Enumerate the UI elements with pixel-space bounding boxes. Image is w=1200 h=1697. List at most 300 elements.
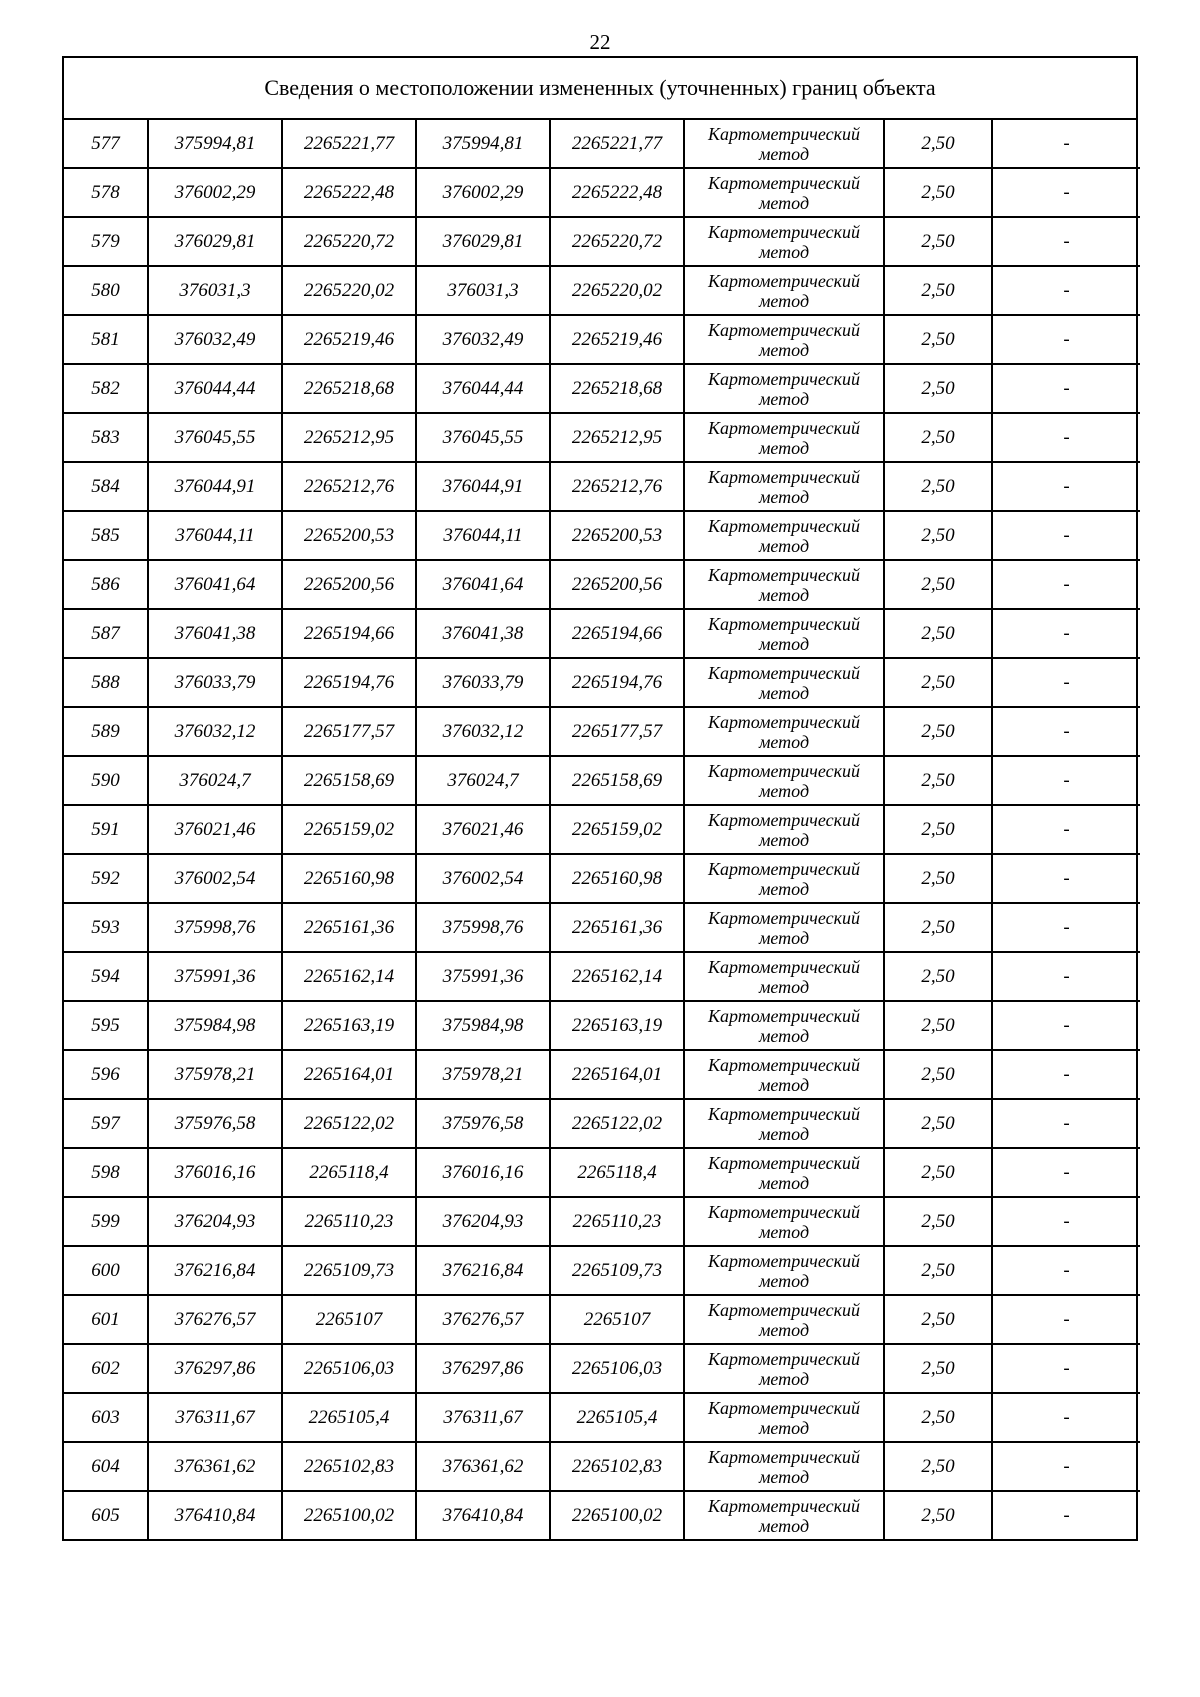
accuracy-cell: 2,50 (884, 903, 992, 952)
method-line-2: метод (758, 780, 810, 801)
point-number-cell: 584 (64, 462, 148, 511)
refined-x-cell: 376016,16 (416, 1148, 550, 1197)
existing-y-cell: 2265194,66 (282, 609, 416, 658)
existing-x-cell: 375976,58 (148, 1099, 282, 1148)
existing-y-cell: 2265106,03 (282, 1344, 416, 1393)
refined-y-cell: 2265110,23 (550, 1197, 684, 1246)
existing-x-cell: 376016,16 (148, 1148, 282, 1197)
method-line-1: Картометрический (707, 1446, 860, 1467)
refined-x-cell: 376044,11 (416, 511, 550, 560)
method-line-1: Картометрический (707, 613, 860, 634)
refined-y-cell: 2265200,56 (550, 560, 684, 609)
existing-y-cell: 2265219,46 (282, 315, 416, 364)
refined-x-cell: 376029,81 (416, 217, 550, 266)
refined-x-cell: 375978,21 (416, 1050, 550, 1099)
existing-y-cell: 2265220,02 (282, 266, 416, 315)
existing-x-cell: 376216,84 (148, 1246, 282, 1295)
accuracy-cell: 2,50 (884, 120, 992, 168)
existing-y-cell: 2265164,01 (282, 1050, 416, 1099)
existing-y-cell: 2265158,69 (282, 756, 416, 805)
accuracy-cell: 2,50 (884, 756, 992, 805)
refined-y-cell: 2265159,02 (550, 805, 684, 854)
method-line-1: Картометрический (707, 1054, 860, 1075)
method-cell (684, 1295, 884, 1344)
point-number-cell: 579 (64, 217, 148, 266)
refined-y-cell: 2265106,03 (550, 1344, 684, 1393)
note-cell: - (992, 266, 1140, 315)
existing-x-cell: 376044,44 (148, 364, 282, 413)
note-cell: - (992, 1344, 1140, 1393)
refined-x-cell: 376032,12 (416, 707, 550, 756)
existing-y-cell: 2265105,4 (282, 1393, 416, 1442)
refined-y-cell: 2265160,98 (550, 854, 684, 903)
existing-y-cell: 2265200,53 (282, 511, 416, 560)
refined-x-cell: 376297,86 (416, 1344, 550, 1393)
method-cell (684, 413, 884, 462)
point-number-cell: 605 (64, 1491, 148, 1539)
point-number-cell: 591 (64, 805, 148, 854)
accuracy-cell: 2,50 (884, 462, 992, 511)
method-line-1: Картометрический (707, 662, 860, 683)
note-cell: - (992, 364, 1140, 413)
table-row (64, 658, 1140, 707)
refined-x-cell: 376041,64 (416, 560, 550, 609)
accuracy-cell: 2,50 (884, 1295, 992, 1344)
refined-y-cell: 2265162,14 (550, 952, 684, 1001)
note-cell: - (992, 217, 1140, 266)
refined-x-cell: 376031,3 (416, 266, 550, 315)
method-line-1: Картометрический (707, 123, 860, 144)
method-line-2: метод (758, 829, 810, 850)
accuracy-cell: 2,50 (884, 1442, 992, 1491)
method-line-2: метод (758, 633, 810, 654)
existing-y-cell: 2265100,02 (282, 1491, 416, 1539)
existing-x-cell: 375994,81 (148, 120, 282, 168)
refined-y-cell: 2265221,77 (550, 120, 684, 168)
table-row (64, 952, 1140, 1001)
table-row (64, 1001, 1140, 1050)
method-cell (684, 315, 884, 364)
existing-x-cell: 376002,29 (148, 168, 282, 217)
refined-y-cell: 2265220,02 (550, 266, 684, 315)
method-line-1: Картометрический (707, 760, 860, 781)
existing-x-cell: 376021,46 (148, 805, 282, 854)
accuracy-cell: 2,50 (884, 854, 992, 903)
point-number-cell: 592 (64, 854, 148, 903)
table-row (64, 1148, 1140, 1197)
existing-x-cell: 376031,3 (148, 266, 282, 315)
point-number-cell: 588 (64, 658, 148, 707)
note-cell: - (992, 756, 1140, 805)
existing-x-cell: 376044,91 (148, 462, 282, 511)
accuracy-cell: 2,50 (884, 511, 992, 560)
note-cell: - (992, 315, 1140, 364)
method-cell (684, 658, 884, 707)
existing-y-cell: 2265212,76 (282, 462, 416, 511)
accuracy-cell: 2,50 (884, 560, 992, 609)
refined-x-cell: 376033,79 (416, 658, 550, 707)
existing-y-cell: 2265200,56 (282, 560, 416, 609)
refined-x-cell: 376276,57 (416, 1295, 550, 1344)
refined-x-cell: 376216,84 (416, 1246, 550, 1295)
refined-x-cell: 375998,76 (416, 903, 550, 952)
method-line-1: Картометрический (707, 270, 860, 291)
method-cell (684, 1246, 884, 1295)
table-row (64, 1442, 1140, 1491)
table-row (64, 1246, 1140, 1295)
point-number-cell: 590 (64, 756, 148, 805)
method-cell (684, 1050, 884, 1099)
note-cell: - (992, 462, 1140, 511)
method-line-2: метод (758, 241, 810, 262)
table-row (64, 1295, 1140, 1344)
refined-x-cell: 376002,54 (416, 854, 550, 903)
existing-y-cell: 2265102,83 (282, 1442, 416, 1491)
accuracy-cell: 2,50 (884, 1050, 992, 1099)
method-line-2: метод (758, 290, 810, 311)
refined-y-cell: 2265109,73 (550, 1246, 684, 1295)
point-number-cell: 598 (64, 1148, 148, 1197)
method-line-1: Картометрический (707, 319, 860, 340)
method-line-1: Картометрический (707, 1495, 860, 1516)
table-row (64, 707, 1140, 756)
existing-y-cell: 2265122,02 (282, 1099, 416, 1148)
method-cell (684, 120, 884, 168)
accuracy-cell: 2,50 (884, 1197, 992, 1246)
existing-x-cell: 375991,36 (148, 952, 282, 1001)
point-number-cell: 597 (64, 1099, 148, 1148)
method-line-1: Картометрический (707, 907, 860, 928)
note-cell: - (992, 1050, 1140, 1099)
point-number-cell: 583 (64, 413, 148, 462)
table-title: Сведения о местоположении измененных (уточненных) границ объекта (64, 58, 1136, 120)
method-line-2: метод (758, 388, 810, 409)
accuracy-cell: 2,50 (884, 658, 992, 707)
method-line-2: метод (758, 192, 810, 213)
accuracy-cell: 2,50 (884, 1491, 992, 1539)
table-row (64, 1197, 1140, 1246)
method-line-2: метод (758, 976, 810, 997)
method-line-2: метод (758, 1074, 810, 1095)
method-line-2: метод (758, 1368, 810, 1389)
method-cell (684, 854, 884, 903)
method-cell (684, 364, 884, 413)
refined-y-cell: 2265220,72 (550, 217, 684, 266)
refined-x-cell: 376361,62 (416, 1442, 550, 1491)
note-cell: - (992, 1099, 1140, 1148)
method-line-1: Картометрический (707, 466, 860, 487)
existing-y-cell: 2265194,76 (282, 658, 416, 707)
table-row (64, 1491, 1140, 1539)
method-line-1: Картометрический (707, 1005, 860, 1026)
table-row (64, 511, 1140, 560)
note-cell: - (992, 903, 1140, 952)
method-cell (684, 1148, 884, 1197)
method-cell (684, 952, 884, 1001)
refined-y-cell: 2265212,95 (550, 413, 684, 462)
table-body (64, 120, 1140, 1539)
refined-x-cell: 375976,58 (416, 1099, 550, 1148)
existing-x-cell: 376361,62 (148, 1442, 282, 1491)
method-line-2: метод (758, 1417, 810, 1438)
existing-y-cell: 2265177,57 (282, 707, 416, 756)
table-row (64, 266, 1140, 315)
note-cell: - (992, 120, 1140, 168)
existing-x-cell: 376410,84 (148, 1491, 282, 1539)
refined-x-cell: 376044,44 (416, 364, 550, 413)
table-row (64, 1344, 1140, 1393)
existing-y-cell: 2265107 (282, 1295, 416, 1344)
table-row (64, 560, 1140, 609)
refined-y-cell: 2265161,36 (550, 903, 684, 952)
point-number-cell: 594 (64, 952, 148, 1001)
refined-x-cell: 375991,36 (416, 952, 550, 1001)
accuracy-cell: 2,50 (884, 413, 992, 462)
existing-x-cell: 376276,57 (148, 1295, 282, 1344)
method-line-2: метод (758, 1172, 810, 1193)
method-line-1: Картометрический (707, 417, 860, 438)
refined-y-cell: 2265222,48 (550, 168, 684, 217)
table-row (64, 120, 1140, 168)
method-cell (684, 560, 884, 609)
accuracy-cell: 2,50 (884, 1393, 992, 1442)
point-number-cell: 585 (64, 511, 148, 560)
point-number-cell: 603 (64, 1393, 148, 1442)
existing-x-cell: 376029,81 (148, 217, 282, 266)
refined-y-cell: 2265107 (550, 1295, 684, 1344)
accuracy-cell: 2,50 (884, 168, 992, 217)
table-row (64, 609, 1140, 658)
existing-y-cell: 2265218,68 (282, 364, 416, 413)
method-line-1: Картометрический (707, 1299, 860, 1320)
note-cell: - (992, 707, 1140, 756)
method-line-2: метод (758, 927, 810, 948)
existing-x-cell: 375984,98 (148, 1001, 282, 1050)
method-line-2: метод (758, 1466, 810, 1487)
method-line-2: метод (758, 1025, 810, 1046)
method-line-1: Картометрический (707, 1397, 860, 1418)
method-line-2: метод (758, 535, 810, 556)
table-row (64, 805, 1140, 854)
table-row (64, 413, 1140, 462)
refined-y-cell: 2265177,57 (550, 707, 684, 756)
method-cell (684, 1442, 884, 1491)
method-line-1: Картометрический (707, 172, 860, 193)
method-line-1: Картометрический (707, 711, 860, 732)
refined-y-cell: 2265102,83 (550, 1442, 684, 1491)
existing-y-cell: 2265162,14 (282, 952, 416, 1001)
method-cell (684, 168, 884, 217)
refined-x-cell: 376032,49 (416, 315, 550, 364)
existing-y-cell: 2265220,72 (282, 217, 416, 266)
existing-y-cell: 2265161,36 (282, 903, 416, 952)
method-cell (684, 1099, 884, 1148)
accuracy-cell: 2,50 (884, 217, 992, 266)
refined-y-cell: 2265194,66 (550, 609, 684, 658)
method-cell (684, 462, 884, 511)
accuracy-cell: 2,50 (884, 609, 992, 658)
refined-x-cell: 376311,67 (416, 1393, 550, 1442)
refined-x-cell: 376045,55 (416, 413, 550, 462)
point-number-cell: 581 (64, 315, 148, 364)
method-cell (684, 266, 884, 315)
refined-y-cell: 2265219,46 (550, 315, 684, 364)
existing-x-cell: 376041,64 (148, 560, 282, 609)
method-line-2: метод (758, 1270, 810, 1291)
existing-y-cell: 2265221,77 (282, 120, 416, 168)
method-line-2: метод (758, 143, 810, 164)
existing-x-cell: 376204,93 (148, 1197, 282, 1246)
note-cell: - (992, 805, 1140, 854)
refined-y-cell: 2265200,53 (550, 511, 684, 560)
method-line-1: Картометрический (707, 221, 860, 242)
point-number-cell: 582 (64, 364, 148, 413)
refined-y-cell: 2265218,68 (550, 364, 684, 413)
refined-x-cell: 376002,29 (416, 168, 550, 217)
method-line-1: Картометрический (707, 564, 860, 585)
method-line-1: Картометрический (707, 1250, 860, 1271)
table-row (64, 364, 1140, 413)
method-line-2: метод (758, 339, 810, 360)
note-cell: - (992, 1393, 1140, 1442)
refined-x-cell: 376204,93 (416, 1197, 550, 1246)
method-line-2: метод (758, 1123, 810, 1144)
refined-x-cell: 376044,91 (416, 462, 550, 511)
method-cell (684, 1491, 884, 1539)
point-number-cell: 580 (64, 266, 148, 315)
note-cell: - (992, 854, 1140, 903)
accuracy-cell: 2,50 (884, 1099, 992, 1148)
existing-y-cell: 2265212,95 (282, 413, 416, 462)
accuracy-cell: 2,50 (884, 952, 992, 1001)
method-line-1: Картометрический (707, 1201, 860, 1222)
existing-y-cell: 2265160,98 (282, 854, 416, 903)
method-line-2: метод (758, 437, 810, 458)
method-cell (684, 805, 884, 854)
refined-x-cell: 376410,84 (416, 1491, 550, 1539)
method-cell (684, 609, 884, 658)
note-cell: - (992, 1295, 1140, 1344)
point-number-cell: 587 (64, 609, 148, 658)
accuracy-cell: 2,50 (884, 1148, 992, 1197)
table-row (64, 854, 1140, 903)
accuracy-cell: 2,50 (884, 707, 992, 756)
table-row (64, 462, 1140, 511)
method-cell (684, 1001, 884, 1050)
refined-y-cell: 2265105,4 (550, 1393, 684, 1442)
method-line-2: метод (758, 1319, 810, 1340)
existing-x-cell: 375998,76 (148, 903, 282, 952)
existing-x-cell: 376024,7 (148, 756, 282, 805)
method-line-1: Картометрический (707, 368, 860, 389)
point-number-cell: 602 (64, 1344, 148, 1393)
table-row (64, 1393, 1140, 1442)
existing-x-cell: 375978,21 (148, 1050, 282, 1099)
existing-x-cell: 376041,38 (148, 609, 282, 658)
refined-y-cell: 2265158,69 (550, 756, 684, 805)
method-line-2: метод (758, 878, 810, 899)
refined-y-cell: 2265164,01 (550, 1050, 684, 1099)
note-cell: - (992, 413, 1140, 462)
note-cell: - (992, 560, 1140, 609)
note-cell: - (992, 1491, 1140, 1539)
method-cell (684, 1344, 884, 1393)
method-line-1: Картометрический (707, 809, 860, 830)
method-cell (684, 1197, 884, 1246)
note-cell: - (992, 168, 1140, 217)
existing-x-cell: 376032,49 (148, 315, 282, 364)
note-cell: - (992, 511, 1140, 560)
method-line-1: Картометрический (707, 858, 860, 879)
note-cell: - (992, 1001, 1140, 1050)
method-line-1: Картометрический (707, 1152, 860, 1173)
existing-x-cell: 376045,55 (148, 413, 282, 462)
existing-y-cell: 2265109,73 (282, 1246, 416, 1295)
note-cell: - (992, 658, 1140, 707)
table-row (64, 1099, 1140, 1148)
coordinates-grid (64, 120, 1140, 1539)
method-cell (684, 903, 884, 952)
refined-y-cell: 2265122,02 (550, 1099, 684, 1148)
accuracy-cell: 2,50 (884, 805, 992, 854)
existing-x-cell: 376033,79 (148, 658, 282, 707)
existing-x-cell: 376044,11 (148, 511, 282, 560)
point-number-cell: 589 (64, 707, 148, 756)
method-line-2: метод (758, 682, 810, 703)
note-cell: - (992, 1197, 1140, 1246)
method-line-1: Картометрический (707, 1348, 860, 1369)
existing-y-cell: 2265118,4 (282, 1148, 416, 1197)
method-line-2: метод (758, 731, 810, 752)
point-number-cell: 593 (64, 903, 148, 952)
accuracy-cell: 2,50 (884, 266, 992, 315)
note-cell: - (992, 952, 1140, 1001)
method-cell (684, 511, 884, 560)
note-cell: - (992, 1148, 1140, 1197)
refined-y-cell: 2265194,76 (550, 658, 684, 707)
refined-x-cell: 375984,98 (416, 1001, 550, 1050)
point-number-cell: 596 (64, 1050, 148, 1099)
refined-x-cell: 376024,7 (416, 756, 550, 805)
point-number-cell: 599 (64, 1197, 148, 1246)
method-cell (684, 217, 884, 266)
point-number-cell: 578 (64, 168, 148, 217)
existing-y-cell: 2265163,19 (282, 1001, 416, 1050)
method-line-1: Картометрический (707, 515, 860, 536)
accuracy-cell: 2,50 (884, 315, 992, 364)
method-cell (684, 1393, 884, 1442)
method-line-2: метод (758, 1515, 810, 1536)
table-row (64, 756, 1140, 805)
method-line-1: Картометрический (707, 1103, 860, 1124)
refined-x-cell: 376021,46 (416, 805, 550, 854)
refined-y-cell: 2265163,19 (550, 1001, 684, 1050)
table-row (64, 217, 1140, 266)
accuracy-cell: 2,50 (884, 1246, 992, 1295)
existing-x-cell: 376311,67 (148, 1393, 282, 1442)
note-cell: - (992, 1442, 1140, 1491)
point-number-cell: 586 (64, 560, 148, 609)
accuracy-cell: 2,50 (884, 1001, 992, 1050)
accuracy-cell: 2,50 (884, 1344, 992, 1393)
table-row (64, 315, 1140, 364)
method-line-2: метод (758, 584, 810, 605)
refined-y-cell: 2265118,4 (550, 1148, 684, 1197)
existing-y-cell: 2265222,48 (282, 168, 416, 217)
point-number-cell: 604 (64, 1442, 148, 1491)
method-cell (684, 756, 884, 805)
point-number-cell: 601 (64, 1295, 148, 1344)
